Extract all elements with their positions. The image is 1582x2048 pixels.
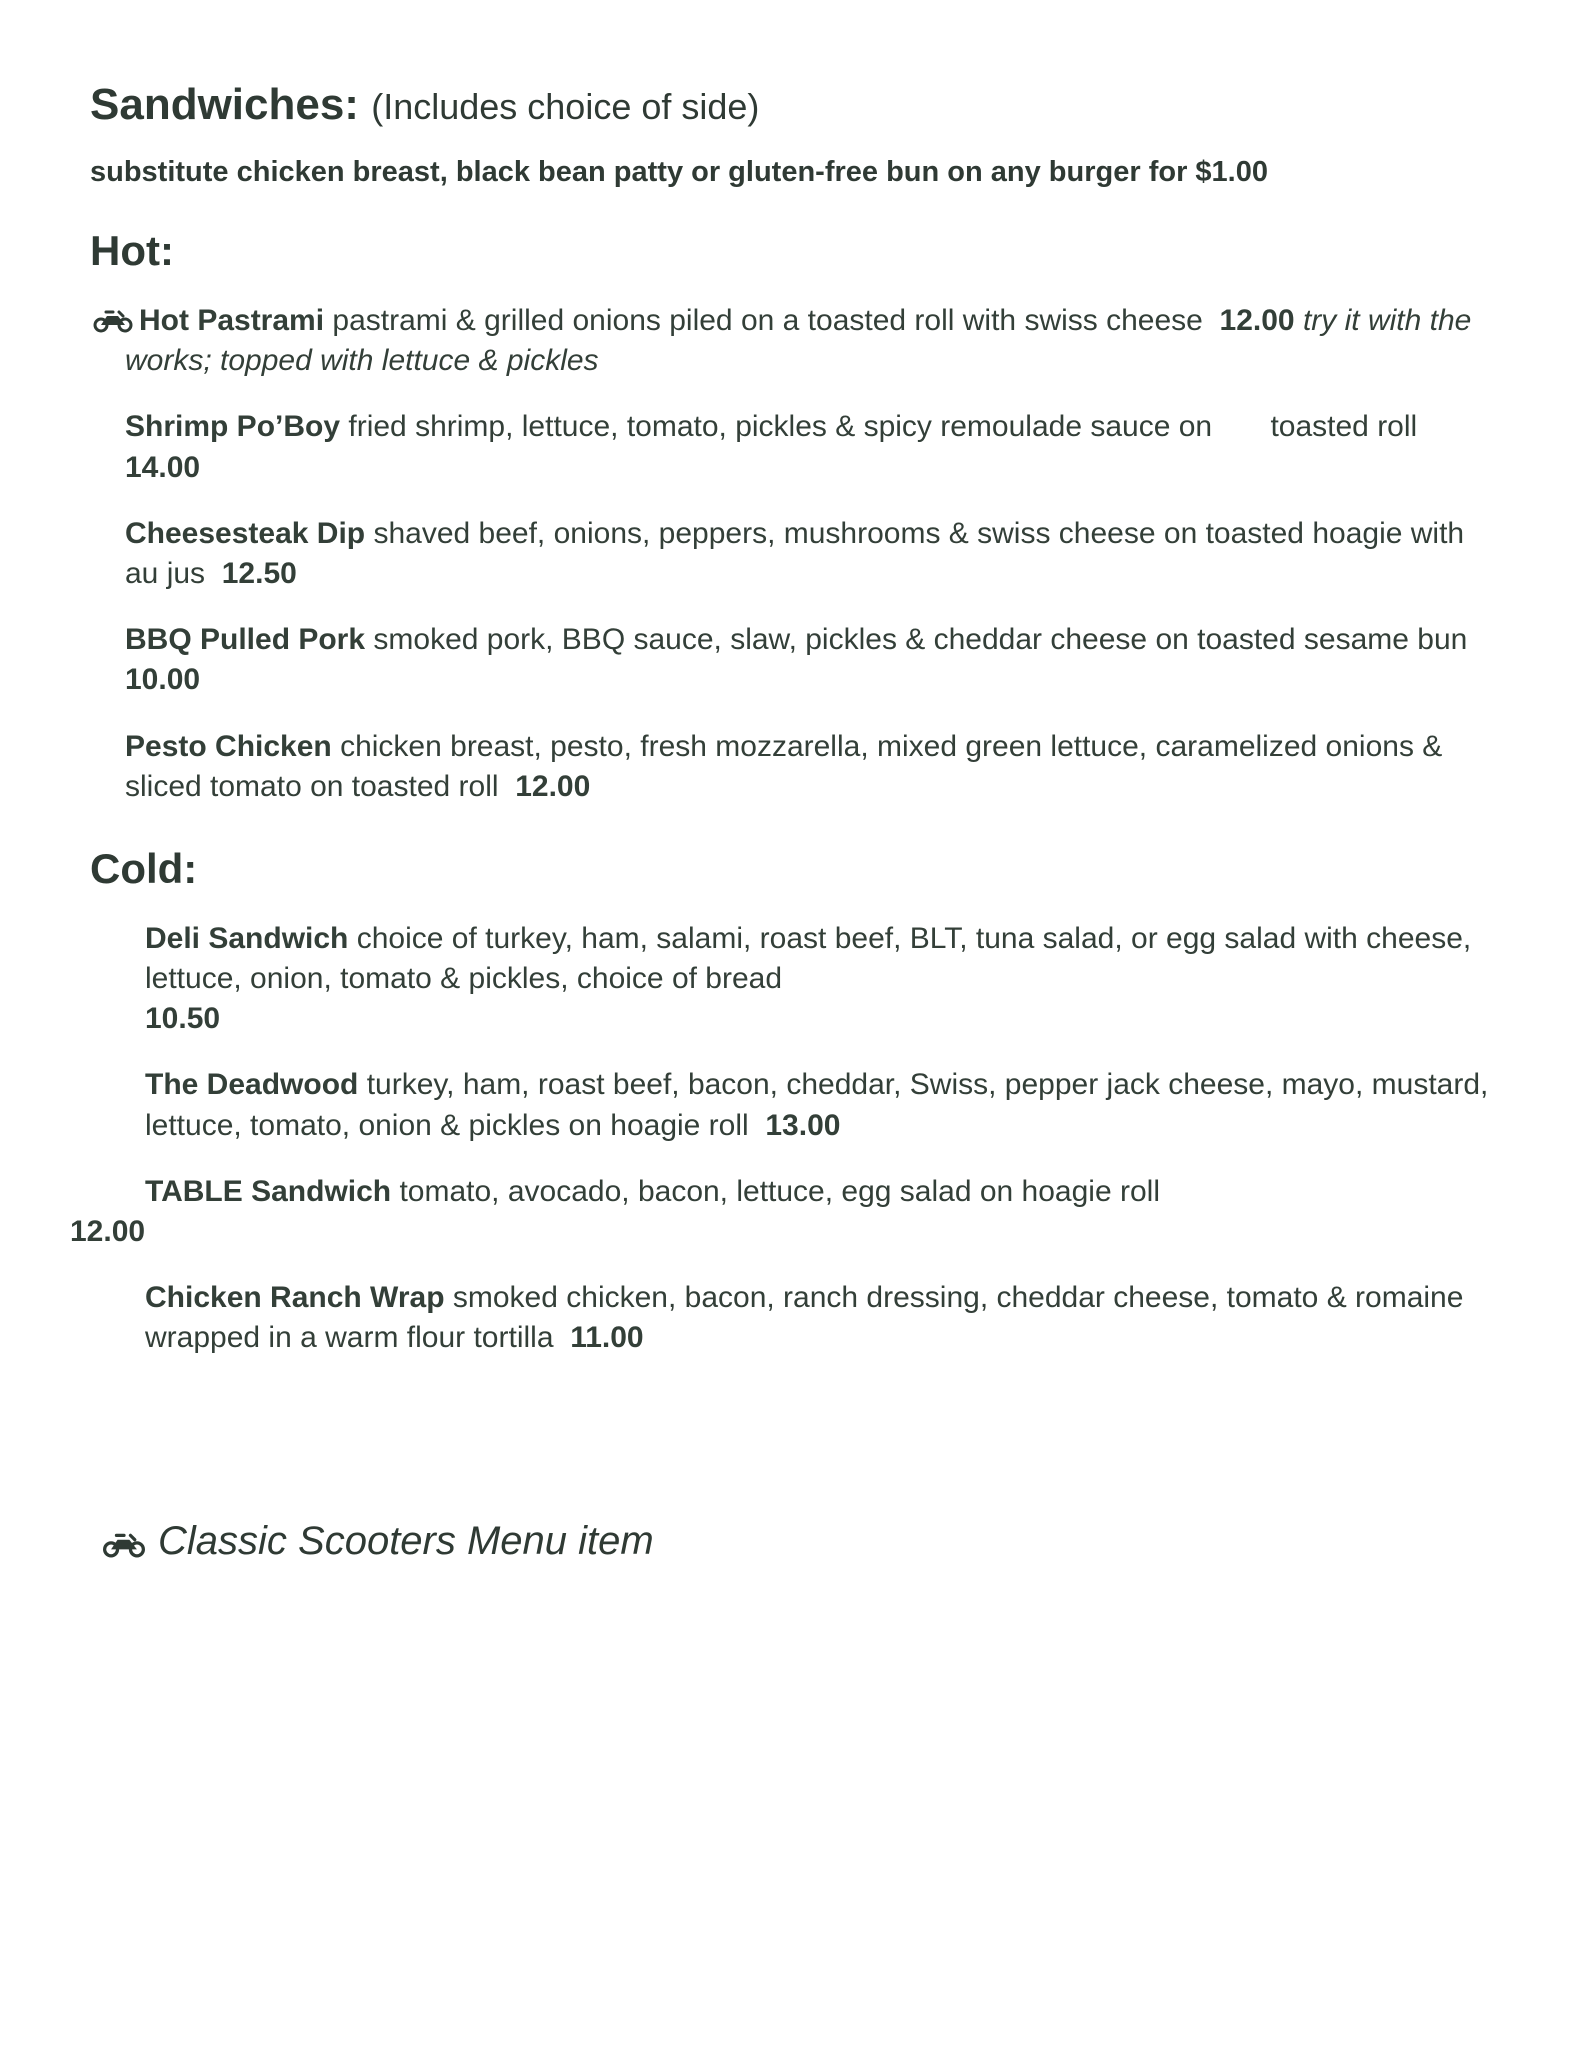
item-price: 10.50: [145, 1002, 221, 1036]
motorcycle-icon: [102, 1530, 152, 1558]
section-heading-cold: Cold:: [90, 844, 198, 892]
item-name: BBQ Pulled Pork: [125, 623, 366, 657]
item-note: try it with the works; topped with lettuce & pickles: [125, 304, 1472, 378]
motorcycle-icon: [93, 307, 139, 333]
section-heading-hot: Hot:: [90, 227, 174, 274]
menu-item-chicken-ranch-wrap: [145, 1278, 1492, 1358]
footer-legend: [102, 1519, 1492, 1564]
menu-item-hot-pastrami: [125, 301, 1492, 381]
item-name: Pesto Chicken: [125, 729, 332, 763]
item-price: 12.50: [221, 556, 297, 590]
item-price: 11.00: [570, 1321, 644, 1355]
item-description: smoked pork, BBQ sauce, slaw, pickles & cheddar cheese on toasted sesame bun: [373, 623, 1476, 657]
menu-item-bbq-pulled-pork: [125, 620, 1492, 700]
page-title-text: Sandwiches:: [90, 80, 359, 129]
menu-item-shrimp-poboy: [125, 407, 1492, 487]
footer-legend-text: Classic Scooters Menu item: [158, 1518, 654, 1563]
item-name: Hot Pastrami: [139, 304, 325, 337]
item-price: 12.00: [515, 769, 591, 803]
menu-item-the-deadwood: [145, 1065, 1497, 1145]
item-description: choice of turkey, ham, salami, roast beef, BLT, tuna salad, or egg salad with cheese, lettuce, onion, tomato & pickles, choice of bread: [145, 921, 1480, 996]
item-description: chicken breast, pesto, fresh mozzarella, mixed green lettuce, caramelized onions & sliced tomato on toasted roll: [125, 729, 1451, 803]
item-name: The Deadwood: [145, 1068, 359, 1102]
item-name: Deli Sandwich: [145, 921, 349, 955]
menu-item-pesto-chicken: [125, 727, 1492, 807]
item-description: turkey, ham, roast beef, bacon, cheddar, Swiss, pepper jack cheese, mayo, mustard, lettuce, tomato, onion & pickles on hoagie roll: [145, 1068, 1497, 1142]
substitution-note: substitute chicken breast, black bean patty or gluten-free bun on any burger for $1.00: [90, 156, 1268, 188]
item-name: Chicken Ranch Wrap: [145, 1281, 445, 1315]
item-price: 12.00: [1219, 304, 1295, 337]
item-description: pastrami & grilled onions piled on a toasted roll with swiss cheese: [332, 304, 1212, 337]
page-title-note: (Includes choice of side): [371, 86, 760, 127]
item-description: shaved beef, onions, peppers, mushrooms & swiss cheese on toasted hoagie with au jus: [125, 516, 1473, 590]
item-name: Shrimp Po’Boy: [125, 410, 341, 444]
item-price: 13.00: [765, 1108, 841, 1142]
item-description: smoked chicken, bacon, ranch dressing, cheddar cheese, tomato & romaine wrapped in a warm flour tortilla: [145, 1281, 1472, 1355]
item-price: 10.00: [125, 663, 201, 697]
menu-item-deli-sandwich: [145, 919, 1492, 1040]
item-description: fried shrimp, lettuce, tomato, pickles & spicy remoulade sauce on toasted roll: [348, 410, 1426, 444]
item-price: 12.00: [70, 1215, 146, 1248]
menu-item-table-sandwich: [70, 1172, 1492, 1252]
item-description: tomato, avocado, bacon, lettuce, egg salad on hoagie roll: [399, 1174, 1160, 1208]
item-price: 14.00: [125, 450, 201, 484]
item-name: TABLE Sandwich: [145, 1174, 392, 1208]
item-name: Cheesesteak Dip: [125, 516, 366, 550]
page-title: [90, 80, 1492, 130]
menu-item-cheesesteak-dip: [125, 514, 1492, 594]
